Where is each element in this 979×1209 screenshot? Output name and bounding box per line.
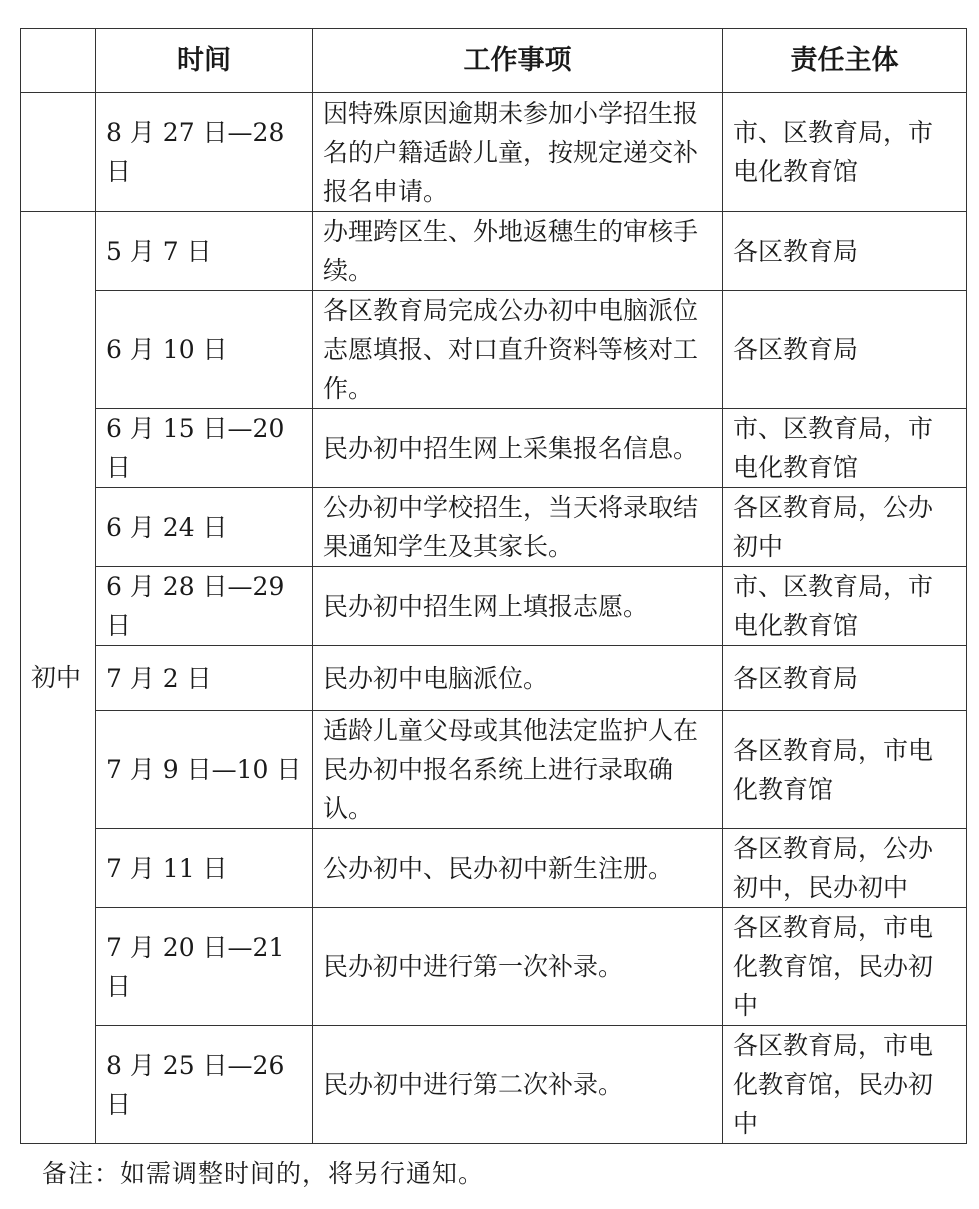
owner-cell: 各区教育局，市电化教育馆，民办初中 [723,908,967,1026]
date-cell: 6 月 28 日—29 日 [96,567,313,646]
task-cell: 民办初中进行第二次补录。 [313,1026,723,1144]
table-row [21,646,967,711]
date-cell: 7 月 2 日 [96,646,313,711]
table-row [21,93,967,212]
date-cell: 8 月 27 日—28 日 [96,93,313,212]
date-cell: 8 月 25 日—26 日 [96,1026,313,1144]
table-row [21,567,967,646]
owner-cell: 各区教育局，公办初中 [723,488,967,567]
table-row [21,908,967,1026]
date-cell: 7 月 20 日—21 日 [96,908,313,1026]
task-cell: 办理跨区生、外地返穗生的审核手续。 [313,212,723,291]
stage-cell-junior: 初中 [21,212,96,1144]
stage-cell-primary [21,93,96,212]
table-header-row [21,29,967,93]
table-row [21,829,967,908]
task-cell: 民办初中招生网上填报志愿。 [313,567,723,646]
table-row [21,1026,967,1144]
owner-cell: 各区教育局，公办初中，民办初中 [723,829,967,908]
date-cell: 6 月 10 日 [96,291,313,409]
table-row [21,291,967,409]
schedule-table [20,28,967,1144]
owner-cell: 各区教育局 [723,212,967,291]
owner-cell: 市、区教育局，市电化教育馆 [723,567,967,646]
date-cell: 7 月 11 日 [96,829,313,908]
task-cell: 公办初中、民办初中新生注册。 [313,829,723,908]
owner-cell: 各区教育局，市电化教育馆，民办初中 [723,1026,967,1144]
header-stage [21,29,96,93]
header-time: 时间 [96,29,313,93]
owner-cell: 各区教育局 [723,291,967,409]
header-owner: 责任主体 [723,29,967,93]
task-cell: 因特殊原因逾期未参加小学招生报名的户籍适龄儿童，按规定递交补报名申请。 [313,93,723,212]
task-cell: 民办初中进行第一次补录。 [313,908,723,1026]
owner-cell: 各区教育局 [723,646,967,711]
table-row [21,711,967,829]
header-task: 工作事项 [313,29,723,93]
task-cell: 民办初中电脑派位。 [313,646,723,711]
date-cell: 7 月 9 日—10 日 [96,711,313,829]
table-row [21,409,967,488]
task-cell: 公办初中学校招生，当天将录取结果通知学生及其家长。 [313,488,723,567]
date-cell: 6 月 24 日 [96,488,313,567]
date-cell: 6 月 15 日—20 日 [96,409,313,488]
owner-cell: 各区教育局，市电化教育馆 [723,711,967,829]
date-cell: 5 月 7 日 [96,212,313,291]
table-row [21,488,967,567]
owner-cell: 市、区教育局，市电化教育馆 [723,409,967,488]
owner-cell: 市、区教育局，市电化教育馆 [723,93,967,212]
footnote: 备注：如需调整时间的，将另行通知。 [42,1159,485,1188]
task-cell: 民办初中招生网上采集报名信息。 [313,409,723,488]
task-cell: 适龄儿童父母或其他法定监护人在民办初中报名系统上进行录取确认。 [313,711,723,829]
table-row [21,212,967,291]
task-cell: 各区教育局完成公办初中电脑派位志愿填报、对口直升资料等核对工作。 [313,291,723,409]
